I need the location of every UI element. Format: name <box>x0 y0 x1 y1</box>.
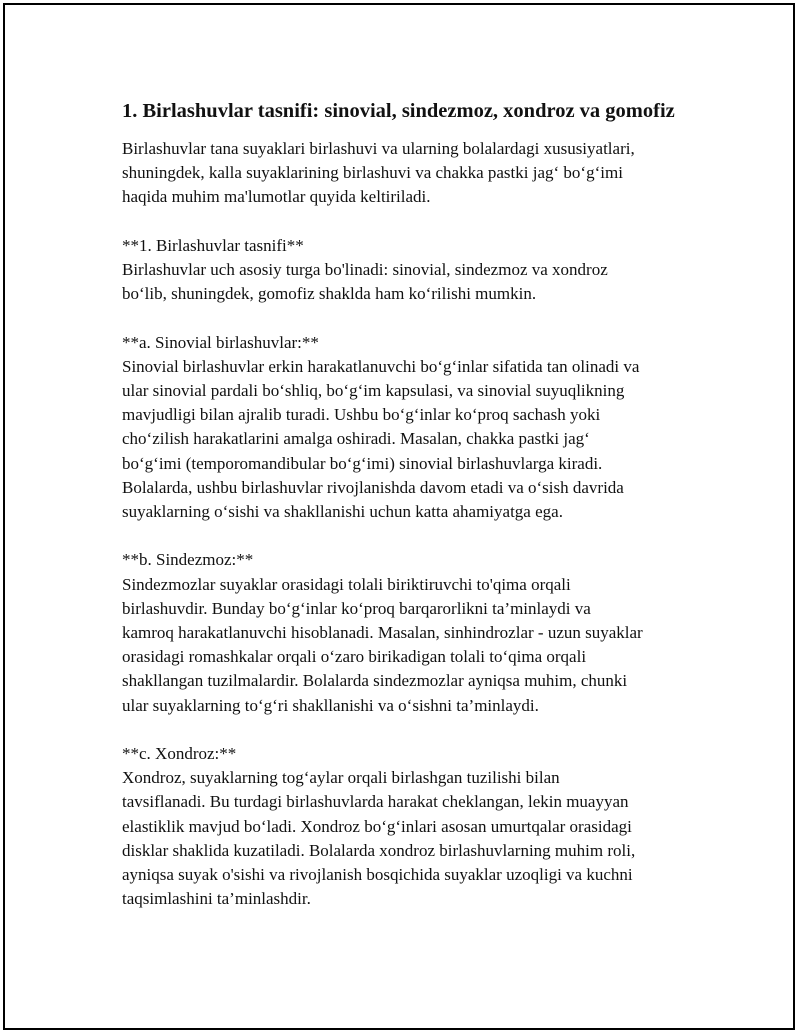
section-body-chondrosis: Xondroz, suyaklarning tog‘aylar orqali birlashgan tuzilishi bilan tavsiflanadi. Bu turdagi birlashuvlarda harakat cheklangan, lekin muayyan elastiklik mavjud bo‘ladi. Xondroz bo‘g‘inlari asosan umurtqalar orasidagi disklar shaklida kuzatiladi. Bolalarda xondroz birlashuvlarning muhim roli, ayniqsa suyak o'sishi va rivojlanish bosqichida suyaklar uzoqligi va kuchni taqsimlashini ta’minlashdir. <box>122 768 636 909</box>
section-heading-synovial: **a. Sinovial birlashuvlar:** <box>122 332 319 352</box>
paragraph-gap <box>122 718 702 742</box>
paragraph-gap <box>122 306 702 330</box>
document-content <box>122 97 702 911</box>
section-heading-syndesmosis: **b. Sindezmoz:** <box>122 550 254 570</box>
section-body-classification: Birlashuvlar uch asosiy turga bo'linadi: sinovial, sindezmoz va xondroz bo‘lib, shuningdek, gomofiz shaklda ham ko‘rilishi mumkin. <box>122 260 608 304</box>
section-body-synovial: Sinovial birlashuvlar erkin harakatlanuvchi bo‘g‘inlar sifatida tan olinadi va ular sinovial pardali bo‘shliq, bo‘g‘im kapsulasi, va sinovial suyuqlikning mavjudligi bilan ajralib turadi. Ushbu bo‘g‘inlar ko‘proq sachash yoki cho‘zilish harakatlarini amalga oshiradi. Masalan, chakka pastki jag‘ bo‘g‘imi (temporomandibular bo‘g‘imi) sinovial birlashuvlarga kiradi. Bolalarda, ushbu birlashuvlar rivojlanishda davom etadi va o‘sish davrida suyaklarning o‘sishi va shakllanishi uchun katta ahamiyatga ega. <box>122 356 640 522</box>
intro-paragraph: Birlashuvlar tana suyaklari birlashuvi va ularning bolalardagi xususiyatlari, shuningdek, kalla suyaklarining birlashuvi va chakka pastki jag‘ bo‘g‘imi haqida muhim ma'lumotlar quyida keltiriladi. <box>122 139 635 207</box>
document-title: 1. Birlashuvlar tasnifi: sinovial, sindezmoz, xondroz va gomofiz <box>122 100 675 122</box>
section-body-syndesmosis: Sindezmozlar suyaklar orasidagi tolali biriktiruvchi to'qima orqali birlashuvdir. Bunday bo‘g‘inlar ko‘proq barqarorlikni ta’minlaydi va kamroq harakatlanuvchi hisoblanadi. Masalan, sinhindrozlar - uzun suyaklar orasidagi romashkalar orqali o‘zaro birikadigan tolali to‘qima orqali shakllangan tuzilmalardir. Bolalarda sindezmozlar ayniqsa muhim, chunki ular suyaklarning to‘g‘ri shakllanishi va o‘sishni ta’minlaydi. <box>122 574 643 715</box>
page-frame <box>3 3 795 1030</box>
paragraph-gap <box>122 524 702 548</box>
section-heading-chondrosis: **c. Xondroz:** <box>122 744 237 764</box>
paragraph-gap <box>122 210 702 234</box>
section-heading-classification: **1. Birlashuvlar tasnifi** <box>122 235 304 255</box>
